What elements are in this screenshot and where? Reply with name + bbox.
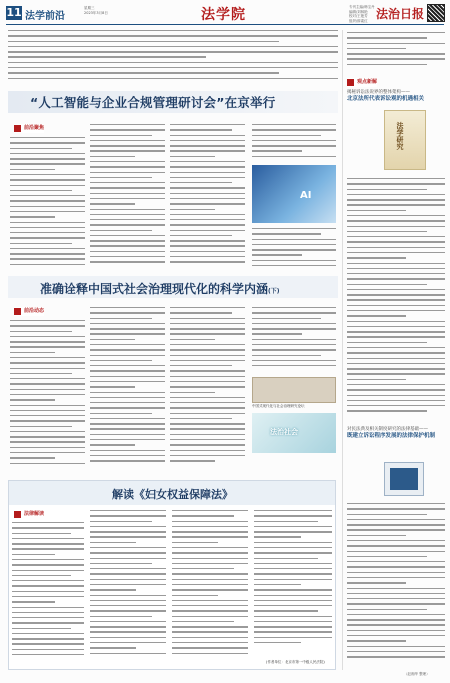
article1-column-4-bottom: [252, 228, 336, 271]
journal-cover-title: 法学研究: [396, 122, 404, 150]
qr-code-icon: [427, 4, 445, 22]
report-cover-inner: [390, 468, 418, 490]
date-line: 星期三: [84, 6, 95, 10]
article1-tag: 前沿聚焦: [14, 124, 44, 133]
article3-title: 解读《妇女权益保障法》: [112, 488, 233, 501]
right-column-body-2: [347, 503, 445, 668]
article2-column-4-top: [252, 307, 336, 373]
law-society-banner-text: 法治社会: [270, 428, 298, 436]
ai-illustration: [252, 165, 336, 223]
right-column-body-1: [347, 178, 445, 422]
article1-column-2: [90, 124, 165, 271]
article2-title-main: 准确诠释中国式社会治理现代化的科学内涵: [40, 282, 269, 296]
ai-illustration-label: AI: [300, 190, 312, 201]
article1-title: “人工智能与企业合规管理研讨会”在京举行: [30, 95, 276, 110]
article1-column-1: [10, 137, 85, 271]
newspaper-logo: 法治日报: [376, 7, 425, 21]
journal-cover-image: [384, 110, 426, 170]
article3-author-caption: (作者单位：北京市第一中级人民法院): [266, 660, 325, 664]
article2-column-1: [10, 320, 85, 470]
editor-line: 编辑/刘林艳: [349, 9, 368, 14]
article3-tag: 法律解读: [14, 510, 44, 519]
right-column-top-text: [347, 32, 445, 74]
right-column-divider: [342, 30, 343, 670]
right-column-tag: 观点新解: [347, 78, 377, 87]
article2-photo-caption: 中国式现代化与社会治理研究论坛: [252, 404, 305, 408]
intro-text-block: [8, 30, 338, 86]
right-column-headline1: 北京法所代表诉讼观的机遇相关: [347, 96, 425, 102]
masthead: [6, 4, 446, 24]
header-rule: [6, 24, 444, 25]
article2-photo: [252, 377, 336, 403]
article3-column-1: [12, 522, 84, 664]
article1-column-4-top: [252, 124, 336, 162]
section-name: 法学前沿: [25, 11, 65, 22]
article2-tag: 前沿动态: [14, 307, 44, 316]
article3-column-2: [90, 510, 166, 665]
right-column-headline2-kicker: 对民法典及相关制度研究的法律基础——: [347, 427, 428, 432]
right-column-headline1-kicker: 揭秘诉讼法说界的整体架构——: [347, 90, 410, 95]
article2-column-3: [170, 307, 245, 470]
article2-title-suffix: (下): [268, 288, 280, 295]
article2-column-2: [90, 307, 165, 470]
editor-credits: [349, 5, 377, 23]
footer-credit: （赵湘华 整理）: [404, 672, 430, 676]
date-line: 2023年3月8日: [84, 11, 108, 15]
editor-line: 组织/薛素红: [349, 18, 368, 23]
editor-line: 校对/王艳芳: [349, 14, 368, 18]
right-column-headline2: 既建立诉讼程序发展的法律保护机制: [347, 433, 436, 439]
section-title: 法学院: [201, 7, 246, 23]
editor-line: 专刊主编/韩宝丹: [349, 5, 375, 9]
article2-title: [40, 280, 280, 297]
article3-column-3: [172, 510, 248, 665]
article3-column-4: [254, 510, 332, 658]
issue-date: [84, 6, 108, 16]
page-number: 11: [6, 6, 22, 19]
article1-column-3: [170, 124, 245, 271]
